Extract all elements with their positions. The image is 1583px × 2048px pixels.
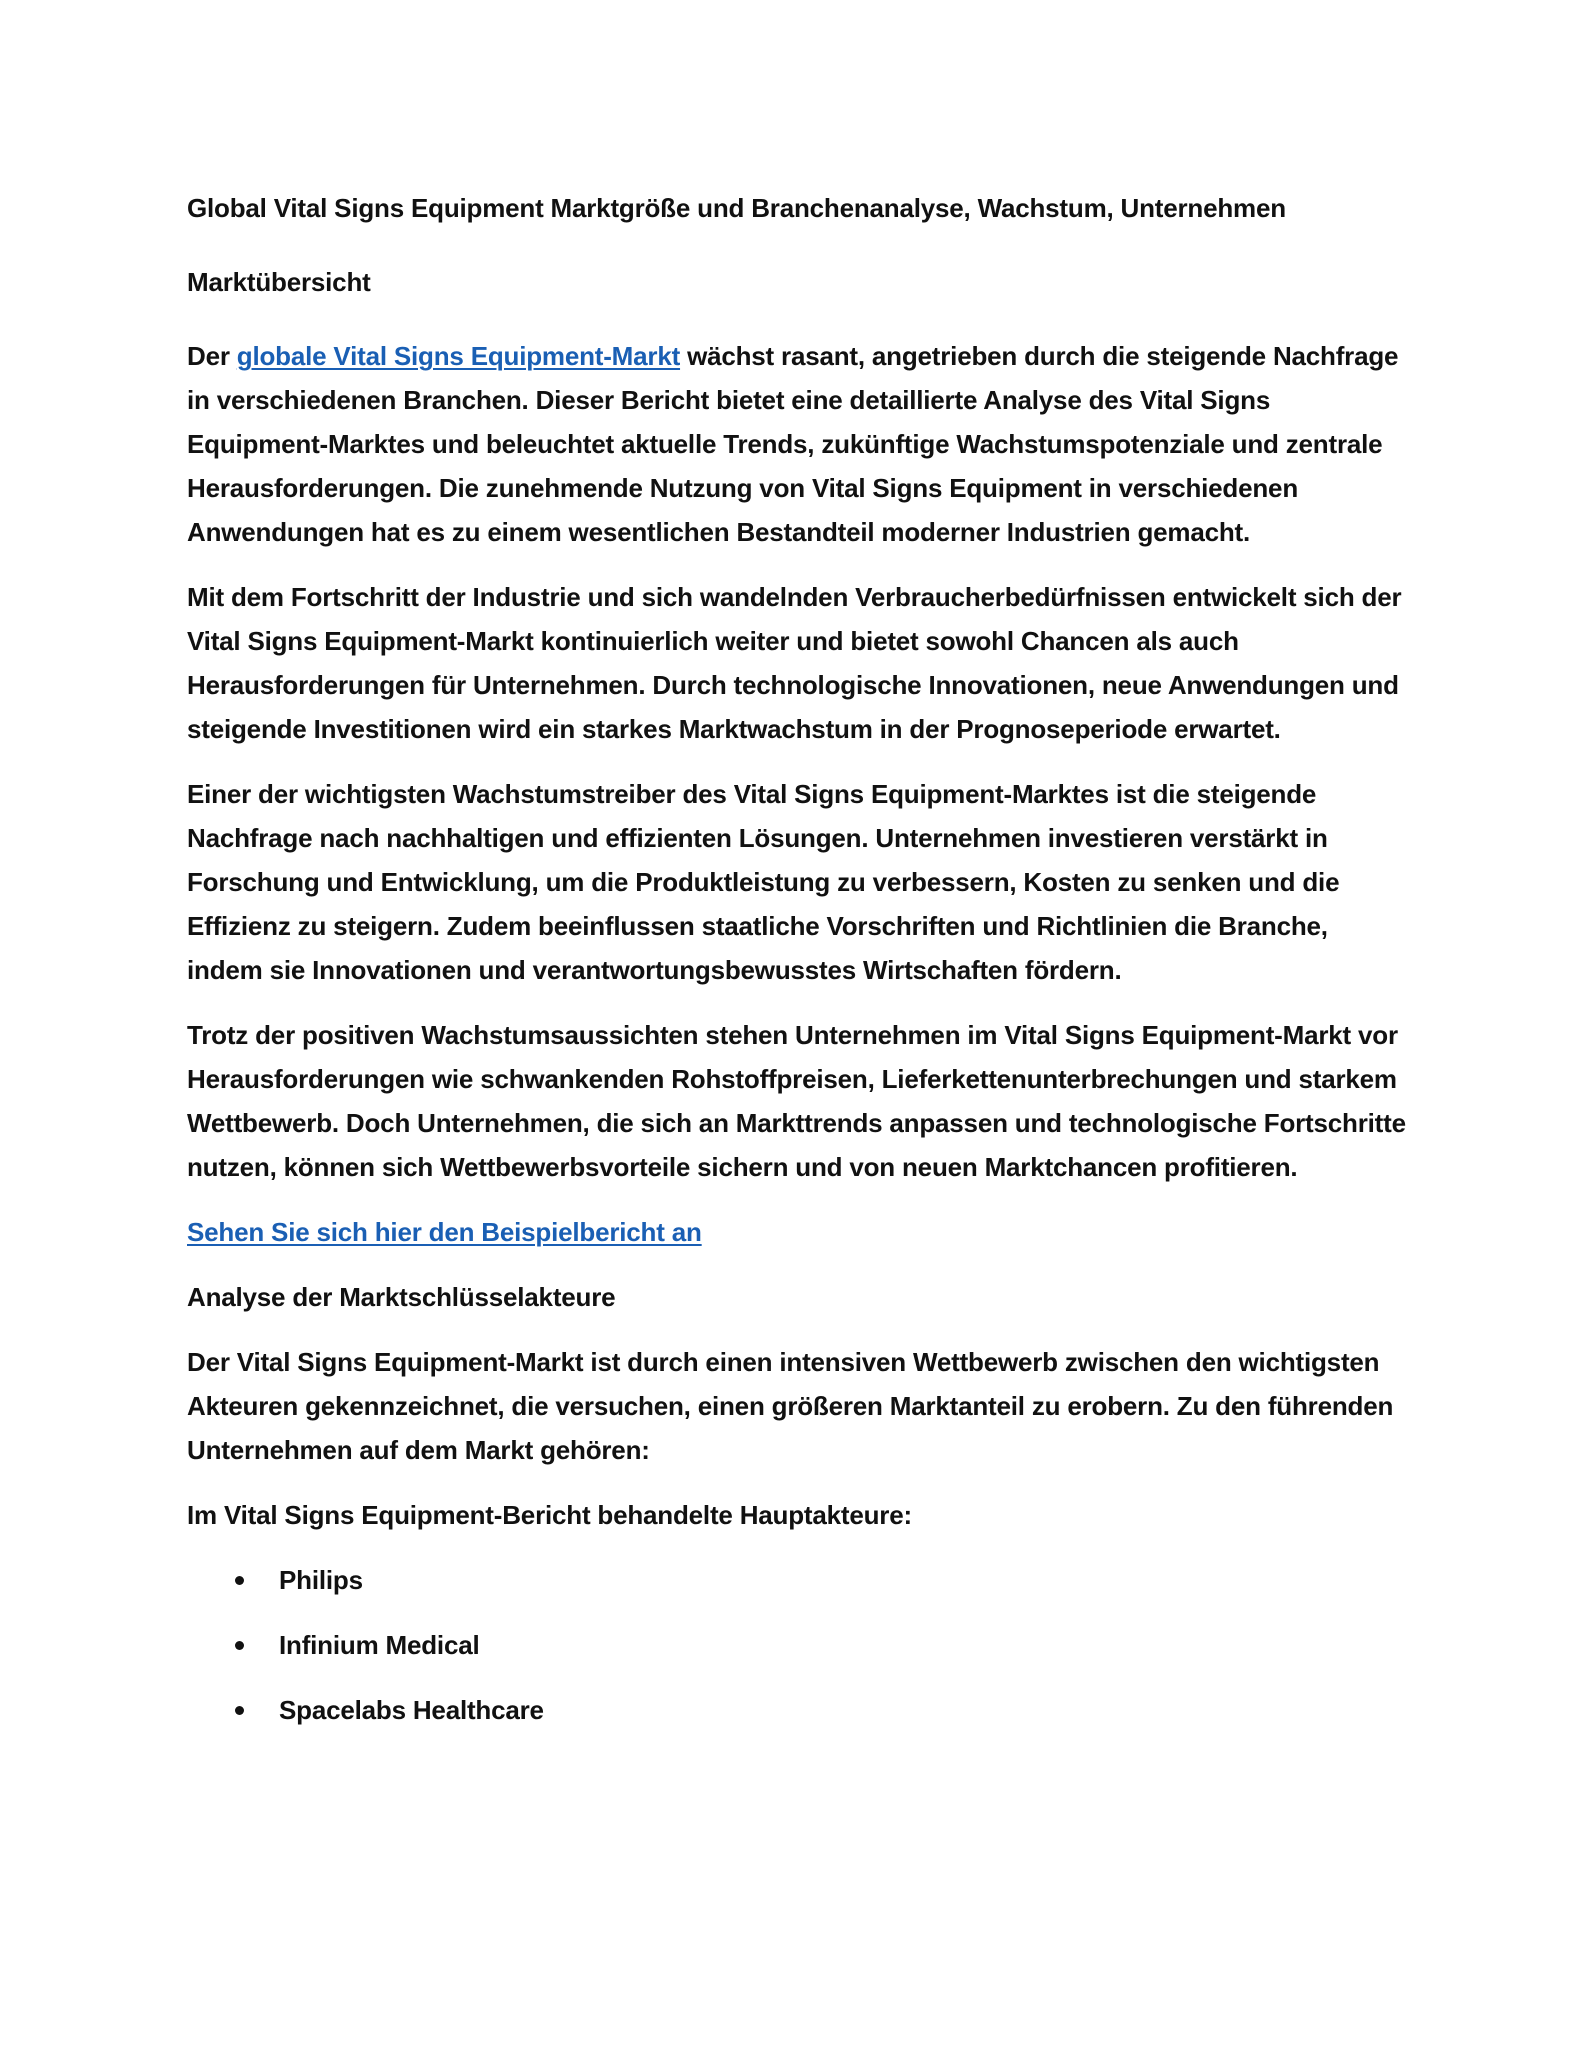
paragraph-progress: Mit dem Fortschritt der Industrie und sich wandelnden Verbraucherbedürfnissen entwickelt sich der Vital Signs Equipment-Markt kontinuierlich weiter und bietet sowohl Chancen als auch Herausforderungen für Unternehmen. Durch technologische Innovationen, neue Anwendungen und steigende Investitionen wird ein starkes Marktwachstum in der Prognoseperiode erwartet.: [187, 582, 1402, 744]
player-name: Philips: [279, 1565, 363, 1595]
list-item: [187, 1623, 1407, 1667]
players-intro: Im Vital Signs Equipment-Bericht behandelte Hauptakteure:: [187, 1500, 912, 1530]
global-market-link[interactable]: globale Vital Signs Equipment-Markt: [236, 341, 681, 371]
bullet-icon: [235, 1576, 244, 1585]
section-heading-overview: Marktübersicht: [187, 267, 371, 297]
player-name: Infinium Medical: [279, 1630, 480, 1660]
document-title: Global Vital Signs Equipment Marktgröße und Branchenanalyse, Wachstum, Unternehmen: [187, 193, 1286, 223]
paragraph-challenges: Trotz der positiven Wachstumsaussichten stehen Unternehmen im Vital Signs Equipment-Markt vor Herausforderungen wie schwankenden Rohstoffpreisen, Lieferkettenunterbrechungen und starkem Wettbewerb. Doch Unternehmen, die sich an Markttrends anpassen und technologische Fortschritte nutzen, können sich Wettbewerbsvorteile sichern und von neuen Marktchancen profitieren.: [187, 1020, 1406, 1182]
section-heading-players: Analyse der Marktschlüsselakteure: [187, 1282, 616, 1312]
sample-report-line: [187, 1210, 1407, 1254]
bullet-icon: [235, 1706, 244, 1715]
paragraph-intro: [187, 334, 1407, 554]
player-name: Spacelabs Healthcare: [279, 1695, 544, 1725]
paragraph-intro-prefix: Der: [187, 341, 237, 371]
sample-report-link[interactable]: Sehen Sie sich hier den Beispielbericht an: [187, 1217, 702, 1247]
bullet-icon: [235, 1641, 244, 1650]
paragraph-competition: Der Vital Signs Equipment-Markt ist durch einen intensiven Wettbewerb zwischen den wichtigsten Akteuren gekennzeichnet, die versuchen, einen größeren Marktanteil zu erobern. Zu den führenden Unternehmen auf dem Markt gehören:: [187, 1347, 1394, 1465]
list-item: [187, 1558, 1407, 1602]
document-page: [187, 186, 1407, 1753]
players-list: [187, 1558, 1407, 1732]
paragraph-growth-drivers: Einer der wichtigsten Wachstumstreiber des Vital Signs Equipment-Marktes ist die steigende Nachfrage nach nachhaltigen und effizienten Lösungen. Unternehmen investieren verstärkt in Forschung und Entwicklung, um die Produktleistung zu verbessern, Kosten zu senken und die Effizienz zu steigern. Zudem beeinflussen staatliche Vorschriften und Richtlinien die Branche, indem sie Innovationen und verantwortungsbewusstes Wirtschaften fördern.: [187, 779, 1340, 985]
paragraph-intro-suffix: wächst rasant, angetrieben durch die steigende Nachfrage in verschiedenen Branchen. Dieser Bericht bietet eine detaillierte Analyse des Vital Signs Equipment-Marktes und beleuchtet aktuelle Trends, zukünftige Wachstumspotenziale und zentrale Herausforderungen. Die zunehmende Nutzung von Vital Signs Equipment in verschiedenen Anwendungen hat es zu einem wesentlichen Bestandteil moderner Industrien gemacht.: [187, 341, 1399, 547]
list-item: [187, 1688, 1407, 1732]
